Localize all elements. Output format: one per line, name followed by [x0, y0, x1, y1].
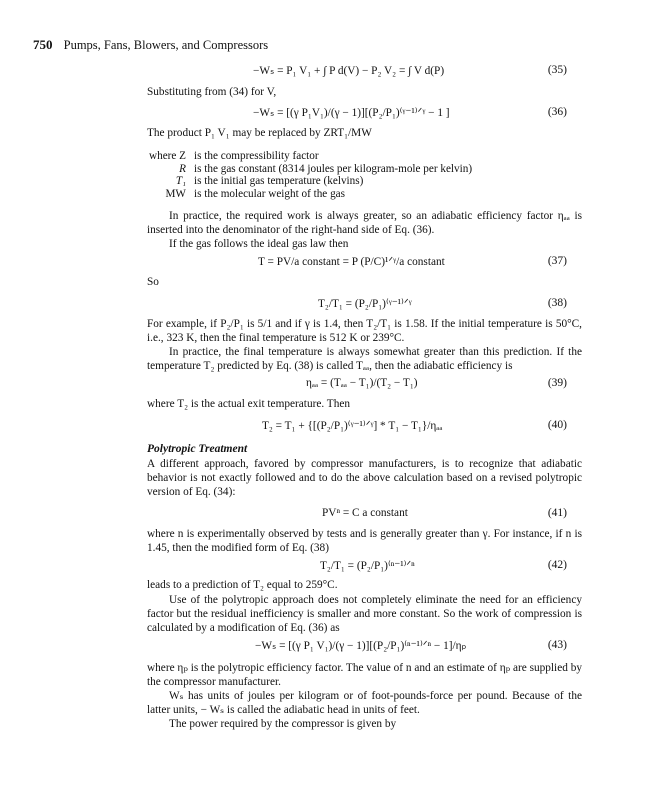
definition-symbol: R: [179, 162, 186, 175]
definition-row: [147, 188, 472, 201]
equation-40: T₂ = T₁ + {[(P₂/P₁)⁽ᵞ⁻¹⁾ᐟᵞ] * T₁ − T₁}/ηₐₐ: [262, 420, 443, 432]
so-label: So: [147, 276, 159, 288]
equation-number-42: (42): [547, 559, 567, 571]
definition-text: is the gas constant (8314 joules per kilogram-mole per kelvin): [194, 162, 473, 175]
paragraph-final-temperature: In practice, the final temperature is always somewhat greater than this prediction. If the temperature T₂ predicted by Eq. (38) is called Tₐₐ, then the adiabatic efficiency is: [147, 346, 582, 373]
equation-number-37: (37): [547, 255, 567, 267]
paragraph-adiabatic-head: Wₛ has units of joules per kilogram or of foot-pounds-force per pound. Because of the latter units, − Wₛ is called the adiabatic head in units of feet.: [147, 690, 582, 717]
equation-42: T₂/T₁ = (P₂/P₁)⁽ⁿ⁻¹⁾ᐟⁿ: [320, 560, 415, 572]
definition-text: is the molecular weight of the gas: [194, 187, 345, 200]
page-number: 750: [33, 37, 53, 52]
paragraph-polytropic-efficiency: where ηₚ is the polytropic efficiency factor. The value of n and an estimate of ηₚ are supplied by the compressor manufacturer.: [147, 662, 582, 689]
equation-number-43: (43): [547, 639, 567, 651]
equation-number-41: (41): [547, 507, 567, 519]
paragraph-n-exponent: where n is experimentally observed by tests and is generally greater than γ. For instance, if n is 1.45, then the modified form of Eq. (38): [147, 528, 582, 555]
definition-row: [147, 150, 472, 163]
equation-number-40: (40): [547, 419, 567, 431]
equation-35: −Wₛ = P₁ V₁ + ∫ P d(V) − P₂ V₂ = ∫ V d(P): [253, 65, 445, 77]
running-title: Pumps, Fans, Blowers, and Compressors: [63, 38, 269, 52]
definition-row: [147, 175, 472, 188]
equation-38: T₂/T₁ = (P₂/P₁)⁽ᵞ⁻¹⁾ᐟᵞ: [318, 298, 412, 310]
exit-temperature-line: where T₂ is the actual exit temperature. Then: [147, 398, 351, 410]
definition-symbol: T₁: [175, 175, 186, 188]
equation-number-38: (38): [547, 297, 567, 309]
definition-symbol: where Z: [149, 150, 186, 162]
definition-row: [147, 163, 472, 176]
product-line: The product P₁ V₁ may be replaced by ZRT₁/MW: [147, 127, 372, 139]
substitution-line: Substituting from (34) for V,: [147, 86, 277, 98]
paragraph-polytropic: A different approach, favored by compressor manufacturers, is to recognize that adiabatic behavior is not exactly followed and to do the above calculation based on a revised polytropic version of Eq. (34):: [147, 458, 582, 499]
equation-36: −Wₛ = [(γ P₁V₁)/(γ − 1)][(P₂/P₁)⁽ᵞ⁻¹⁾ᐟᵞ − 1 ]: [253, 107, 450, 119]
paragraph-efficiency-factor: Use of the polytropic approach does not completely eliminate the need for an efficiency factor but the residual inefficiency is smaller and more constant. So the work of compression is calculated by a modification of Eq. (36) as: [147, 594, 582, 635]
definition-symbol: MW: [165, 187, 186, 200]
equation-37: T = PV/a constant = P (P/C)¹ᐟᵞ/a constant: [258, 256, 445, 268]
equation-number-36: (36): [547, 106, 567, 118]
paragraph-adiabatic-efficiency: In practice, the required work is always greater, so an adiabatic efficiency factor ηₐₐ is inserted into the denominator of the right-hand side of Eq. (36).: [147, 210, 582, 237]
equation-39: ηₐₐ = (Tₐₐ − T₁)/(T₂ − T₁): [306, 377, 418, 389]
paragraph-power: The power required by the compressor is given by: [169, 718, 397, 730]
section-heading: Polytropic Treatment: [147, 443, 248, 455]
paragraph-example: For example, if P₂/P₁ is 5/1 and if γ is 1.4, then T₂/T₁ is 1.58. If the initial temperature is 50°C, i.e., 323 K, then the final temperature is 512 K or 239°C.: [147, 318, 582, 345]
equation-number-39: (39): [547, 377, 567, 389]
prediction-line: leads to a prediction of T₂ equal to 259°C.: [147, 579, 338, 591]
paragraph-ideal-gas: If the gas follows the ideal gas law then: [169, 238, 349, 250]
definition-text: is the compressibility factor: [194, 150, 319, 162]
equation-43: −Wₛ = [(γ P₁ V₁)/(γ − 1)][(P₂/P₁)⁽ⁿ⁻¹⁾ᐟⁿ − 1]/ηₚ: [255, 640, 467, 652]
equation-number-35: (35): [547, 64, 567, 76]
page-header: [33, 37, 268, 53]
definitions-list: [147, 150, 472, 200]
equation-41: PVⁿ = C a constant: [322, 507, 408, 519]
definition-text: is the initial gas temperature (kelvins): [194, 175, 364, 188]
